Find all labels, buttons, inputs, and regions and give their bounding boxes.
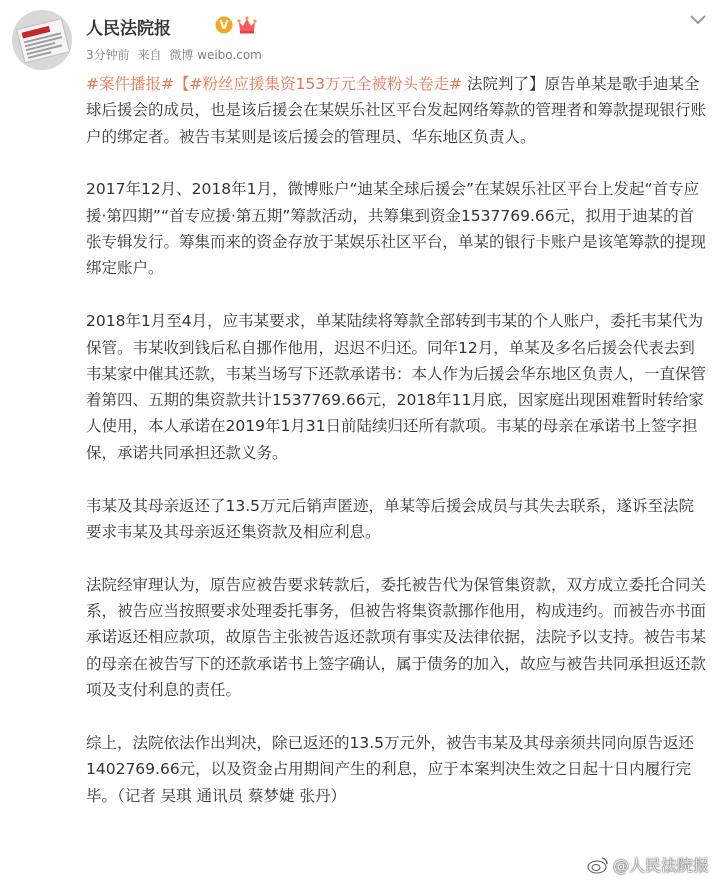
post-content — [86, 71, 708, 809]
weibo-logo-icon — [587, 856, 609, 874]
paragraph-5: 法院经审理认为，原告应被告要求转款后，委托被告代为保管集资款，双方成立委托合同关系，被告应当按照要求处理委托事务，但被告将集资款挪作他用，构成违约。而被告亦书面承诺返还相应款项，故原告主张被告返还款项有事实及法律依据，法院予以支持。被告韦某的母亲在被告写下的还款承诺书上签字确认，属于债务的加入，故应与被告共同承担返还款项及支付利息的责任。 — [86, 575, 707, 700]
watermark-text: @人民法院报 — [612, 856, 709, 875]
verified-icon — [215, 16, 233, 34]
hashtag-fan-funds[interactable]: 【#粉丝应援集资153万元全被粉头卷走# — [173, 75, 463, 93]
post-source[interactable]: 微博 weibo.com — [169, 48, 262, 62]
paragraph-6: 综上，法院依法作出判决，除已返还的13.5万元外，被告韦某及其母亲须共同向原告返还1402769.66元，以及资金占用期间产生的利息，应于本案判决生效之日起十日内履行完毕。（记者 吴琪 通讯员 蔡梦婕 张丹） — [86, 733, 695, 805]
post-time[interactable]: 3分钟前 — [86, 48, 130, 62]
paragraph-1 — [86, 71, 708, 150]
paragraph-4: 韦某及其母亲返还了13.5万元后销声匿迹，单某等后援会成员与其失去联系，遂诉至法院要求韦某及其母亲返还集资款及相应利息。 — [86, 496, 695, 541]
newspaper-logo-icon — [12, 10, 72, 70]
watermark — [587, 853, 709, 876]
chevron-down-icon[interactable] — [686, 10, 710, 30]
source-prefix: 来自 — [137, 48, 162, 62]
post-meta — [86, 46, 266, 63]
paragraph-2: 2017年12月、2018年1月，微博账户“迪某全球后援会”在某娱乐社区平台上发起“首专应援·第四期”“首专应援·第五期”筹款活动，共筹集到资金1537769.66元，拟用于迪某的首张专辑发行。筹集而来的资金存放于某娱乐社区平台，单某的银行卡账户是该笔筹款的提现绑定账户。 — [86, 180, 707, 278]
post-header — [12, 8, 712, 70]
avatar[interactable] — [12, 10, 72, 70]
svg-text:V: V — [219, 18, 229, 33]
hashtag-case-report[interactable]: #案件播报# — [86, 75, 174, 93]
paragraph-3: 2018年1月至4月，应韦某要求，单某陆续将筹款全部转到韦某的个人账户，委托韦某代为保管。韦某收到钱后私自挪作他用，迟迟不归还。同年12月，单某及多名后援会代表去到韦某家中催其还款，韦某当场写下还款承诺书：本人作为后援会华东地区负责人，一直保管着第四、五期的集资款共计1537769.66元，2018年11月底，因家庭出现困难暂时转给家人使用，本人承诺在2019年1月31日前陆续归还所有款项。韦某的母亲在承诺书上签字担保，承诺共同承担还款义务。 — [86, 312, 707, 462]
paragraph-1-text: 法院判了】原告单某是歌手迪某全球后援会的成员，也是该后援会在某娱乐社区平台发起网络筹款的管理者和筹款提现银行账户的绑定者。被告韦某则是该后援会的管理员、华东地区负责人。 — [86, 75, 707, 146]
user-name[interactable]: 人民法院报 — [86, 19, 171, 39]
vip-crown-icon[interactable] — [236, 14, 258, 36]
